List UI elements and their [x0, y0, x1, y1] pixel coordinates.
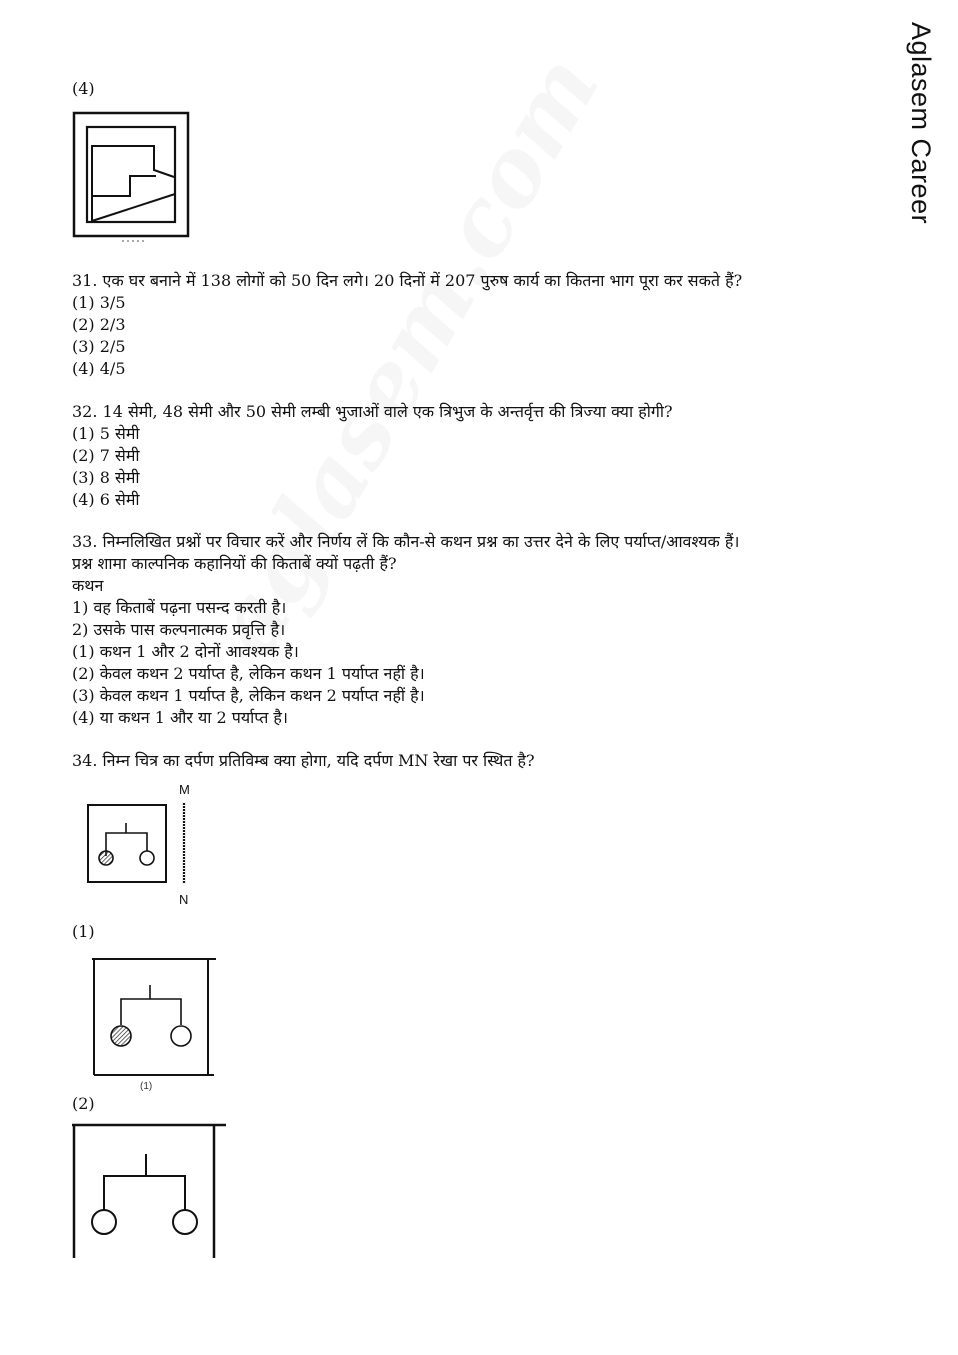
q31-option-1: (1) 3/5 — [72, 293, 126, 312]
q33-option-2: (2) केवल कथन 2 पर्याप्त है, लेकिन कथन 1 पर्याप्त नहीं है। — [72, 664, 425, 683]
q31-option-3: (3) 2/5 — [72, 337, 126, 356]
q34-option1-figure — [88, 955, 218, 1093]
watermark — [190, 37, 620, 674]
q34-option2-label: (2) — [72, 1094, 95, 1113]
q33-statements-heading: कथन — [72, 576, 104, 595]
q33-question: 33. निम्नलिखित प्रश्नों पर विचार करें और निर्णय लें कि कौन-से कथन प्रश्न का उत्तर देने के लिए पर्याप्त/आवश्यक हैं। — [72, 532, 740, 551]
q30-option4-figure — [72, 110, 192, 245]
q32-option-2: (2) 7 सेमी — [72, 446, 140, 465]
mirror-label-n: N — [179, 892, 189, 907]
q34-question-figure — [84, 778, 204, 908]
side-brand-label: Aglasem Career — [906, 22, 936, 225]
q33-option-4: (4) या कथन 1 और या 2 पर्याप्त है। — [72, 708, 288, 727]
q34-option2-figure — [70, 1120, 230, 1260]
q33-question-line2: प्रश्न शामा काल्पनिक कहानियों की किताबें क्यों पढ़ती हैं? — [72, 554, 397, 573]
q33-option-1: (1) कथन 1 और 2 दोनों आवश्यक है। — [72, 642, 299, 661]
q30-option4-label: (4) — [72, 79, 95, 98]
q32-option-3: (3) 8 सेमी — [72, 468, 140, 487]
q32-option-1: (1) 5 सेमी — [72, 424, 140, 443]
q34-question: 34. निम्न चित्र का दर्पण प्रतिविम्ब क्या होगा, यदि दर्पण MN रेखा पर स्थित है? — [72, 751, 535, 770]
q31-option-2: (2) 2/3 — [72, 315, 126, 334]
q33-option-3: (3) केवल कथन 1 पर्याप्त है, लेकिन कथन 2 पर्याप्त नहीं है। — [72, 686, 425, 705]
q34-option1-caption: (1) — [140, 1081, 153, 1092]
q32-option-4: (4) 6 सेमी — [72, 490, 140, 509]
q33-statement-2: 2) उसके पास कल्पनात्मक प्रवृत्ति है। — [72, 620, 286, 639]
q31-question: 31. एक घर बनाने में 138 लोगों को 50 दिन लगे। 20 दिनों में 207 पुरुष कार्य का कितना भाग पूरा कर सकते हैं? — [72, 271, 743, 290]
q33-statement-1: 1) वह किताबें पढ़ना पसन्द करती है। — [72, 598, 287, 617]
q32-question: 32. 14 सेमी, 48 सेमी और 50 सेमी लम्बी भुजाओं वाले एक त्रिभुज के अन्तर्वृत्त की त्रिज्या क्या होगी? — [72, 402, 673, 421]
q31-option-4: (4) 4/5 — [72, 359, 126, 378]
q34-option1-label: (1) — [72, 922, 95, 941]
mirror-label-m: M — [179, 782, 190, 797]
